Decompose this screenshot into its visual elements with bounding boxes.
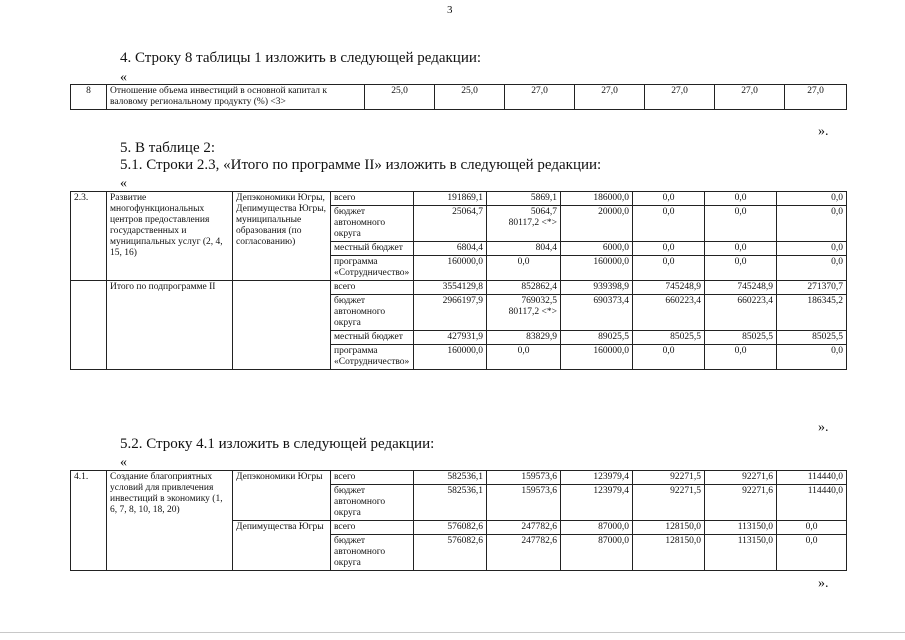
value-cell: 123979,4 [561,485,633,521]
value-cell: 85025,5 [705,331,777,345]
value-cell: 2966197,9 [414,295,487,331]
value-cell: 27,0 [785,85,847,110]
row-number: 2.3. [71,192,107,281]
value-cell: 87000,0 [561,521,633,535]
source-label: бюджет автономного округа [331,535,414,571]
value-cell: 113150,0 [705,535,777,571]
value-cell: 582536,1 [414,471,487,485]
close-quote: ». [818,420,829,435]
source-label: бюджет автономного округа [331,295,414,331]
value-cell: 0,0 [705,206,777,242]
value-cell: 128150,0 [633,521,705,535]
value-cell: 0,0 [777,206,847,242]
value-cell: 186000,0 [561,192,633,206]
value-cell: 0,0 [487,345,561,370]
value-cell: 191869,1 [414,192,487,206]
value-cell: 0,0 [777,345,847,370]
source-label: всего [331,521,414,535]
value-cell: 852862,4 [487,281,561,295]
value-cell: 660223,4 [633,295,705,331]
value-cell: 20000,0 [561,206,633,242]
value-text: 5064,7 [530,207,557,217]
source-label: бюджет автономного округа [331,485,414,521]
table-row [71,281,847,295]
open-quote: « [120,455,127,470]
value-cell: 582536,1 [414,485,487,521]
value-cell: 159573,6 [487,485,561,521]
value-cell: 660223,4 [705,295,777,331]
table-row [71,192,847,206]
section-5-1-heading: 5.1. Строки 2.3, «Итого по программе II» изложить в следующей редакции: [120,157,602,173]
value-cell: 25,0 [435,85,505,110]
value-cell: 247782,6 [487,535,561,571]
value-cell: 87000,0 [561,535,633,571]
value-cell: 186345,2 [777,295,847,331]
value-cell: 160000,0 [561,345,633,370]
value-cell: 0,0 [777,256,847,281]
row-number: 4.1. [71,471,107,571]
value-cell: 92271,6 [705,485,777,521]
value-cell: 27,0 [575,85,645,110]
value-cell: 89025,5 [561,331,633,345]
value-cell: 745248,9 [705,281,777,295]
row-number: 8 [71,85,107,110]
value-cell: 27,0 [645,85,715,110]
value-cell: 690373,4 [561,295,633,331]
value-cell: 0,0 [633,206,705,242]
value-cell: 0,0 [705,345,777,370]
source-label: всего [331,471,414,485]
value-cell: 114440,0 [777,485,847,521]
value-cell: 0,0 [705,242,777,256]
table-2-rows [70,191,847,370]
value-cell: 271370,7 [777,281,847,295]
value-cell: 27,0 [715,85,785,110]
value-cell: 159573,6 [487,471,561,485]
value-cell [487,206,561,242]
page-number: 3 [447,4,453,16]
value-cell: 0,0 [777,242,847,256]
value-cell: 114440,0 [777,471,847,485]
value-cell: 0,0 [633,242,705,256]
value-cell: 83829,9 [487,331,561,345]
source-label: бюджет автономного округа [331,206,414,242]
table-row [71,85,847,110]
value-cell: 92271,5 [633,485,705,521]
source-label: всего [331,192,414,206]
value-cell: 576082,6 [414,535,487,571]
value-cell: 92271,5 [633,471,705,485]
value-cell: 160000,0 [414,345,487,370]
value-cell: 85025,5 [777,331,847,345]
source-label: программа «Сотрудничество» [331,345,414,370]
value-cell: 0,0 [633,192,705,206]
value-cell: 123979,4 [561,471,633,485]
value-cell [487,295,561,331]
value-cell: 0,0 [777,535,847,571]
close-quote: ». [818,576,829,591]
measure-name: Развитие многофункциональных центров предоставления государственных и муниципальных услуг (2, 4, 15, 16) [107,192,233,281]
value-cell: 745248,9 [633,281,705,295]
footnote-value: 80117,2 <*> [508,218,557,228]
value-cell: 0,0 [705,192,777,206]
executor: Депэкономики Югры, Депимущества Югры, муниципальные образования (по согласованию) [233,192,331,281]
value-text: 769032,5 [521,296,557,306]
value-cell: 92271,6 [705,471,777,485]
value-cell: 25064,7 [414,206,487,242]
executor: Депимущества Югры [233,521,331,571]
value-cell: 160000,0 [414,256,487,281]
table-row [71,471,847,485]
table-2-row-4-1 [70,470,847,571]
value-cell: 576082,6 [414,521,487,535]
value-cell: 939398,9 [561,281,633,295]
value-cell: 5869,1 [487,192,561,206]
value-cell: 25,0 [365,85,435,110]
value-cell: 85025,5 [633,331,705,345]
value-cell: 0,0 [487,256,561,281]
value-cell: 27,0 [505,85,575,110]
open-quote: « [120,70,127,85]
value-cell: 427931,9 [414,331,487,345]
value-cell: 0,0 [705,256,777,281]
footnote-value: 80117,2 <*> [508,307,557,317]
close-quote: ». [818,124,829,139]
executor: Депэкономики Югры [233,471,331,521]
indicator-name: Отношение объема инвестиций в основной капитал к валовому региональному продукту (%) <3> [107,85,365,110]
value-cell: 3554129,8 [414,281,487,295]
section-5-heading: 5. В таблице 2: [120,140,216,156]
value-cell: 6804,4 [414,242,487,256]
executor [233,281,331,370]
measure-name: Создание благоприятных условий для привлечения инвестиций в экономику (1, 6, 7, 8, 10, 18, 20) [107,471,233,571]
value-cell: 0,0 [633,256,705,281]
scan-edge-line [0,632,905,633]
value-cell: 0,0 [777,192,847,206]
source-label: местный бюджет [331,242,414,256]
value-cell: 0,0 [777,521,847,535]
source-label: местный бюджет [331,331,414,345]
value-cell: 160000,0 [561,256,633,281]
value-cell: 6000,0 [561,242,633,256]
section-5-2-heading: 5.2. Строку 4.1 изложить в следующей редакции: [120,436,435,452]
value-cell: 804,4 [487,242,561,256]
row-number [71,281,107,370]
value-cell: 128150,0 [633,535,705,571]
total-name: Итого по подпрограмме II [107,281,233,370]
table-1-row-8 [70,84,847,110]
section-4-heading: 4. Строку 8 таблицы 1 изложить в следующей редакции: [120,50,482,66]
source-label: программа «Сотрудничество» [331,256,414,281]
value-cell: 113150,0 [705,521,777,535]
open-quote: « [120,176,127,191]
source-label: всего [331,281,414,295]
value-cell: 247782,6 [487,521,561,535]
value-cell: 0,0 [633,345,705,370]
